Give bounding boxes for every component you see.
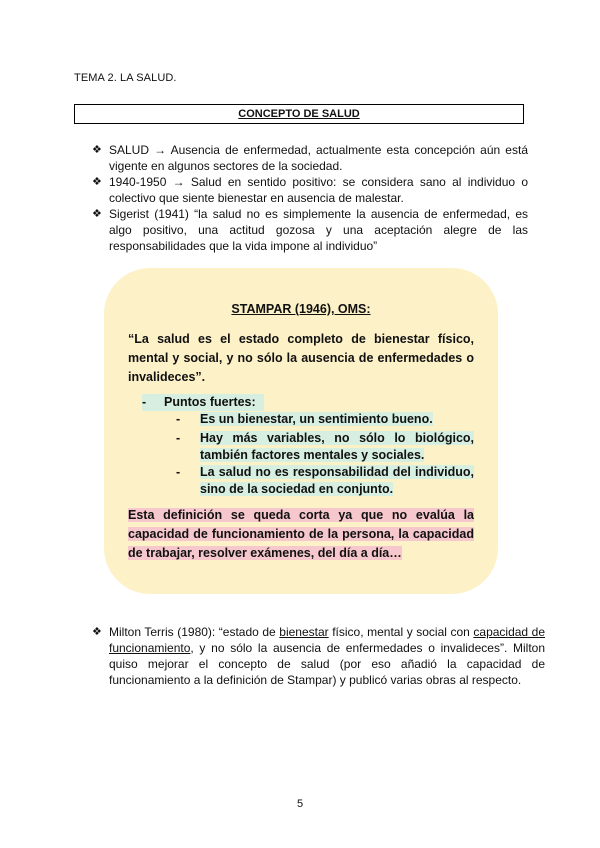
- list-item: [92, 206, 528, 254]
- underlined-term: capacidad de funcionamiento: [109, 625, 546, 655]
- diamond-bullet-icon: ❖: [92, 144, 102, 156]
- bullet-text: Sigerist (1941) “la salud no es simplemente la ausencia de enfermedad, es algo positivo, una actitud gozosa y una aceptación alegre de las responsabilidades que la vida impone al individuo”: [109, 207, 528, 253]
- milton-text: Milton Terris (1980): “estado de bienestar físico, mental y social con capacidad de funcionamiento, y no sólo la ausencia de enfermedades o invalideces”. Milton quiso mejorar el concepto de salud (por eso añadió la capacidad de funcionamiento a la definición de Stampar) y publicó varias obras al respecto.: [109, 625, 546, 687]
- criticism-text: [128, 506, 474, 563]
- bullet-text: SALUD → Ausencia de enfermedad, actualmente esta concepción aún está vigente en algunos sectores de la sociedad.: [109, 143, 528, 173]
- dash-bullet: -: [176, 431, 181, 445]
- section-title: CONCEPTO DE SALUD: [238, 108, 360, 120]
- strengths-label: Puntos fuertes:: [164, 395, 256, 409]
- page-number: 5: [296, 798, 304, 810]
- diamond-bullet-icon: ❖: [92, 626, 102, 638]
- box-title: STAMPAR (1946), OMS:: [231, 302, 371, 316]
- dash-bullet: -: [176, 412, 181, 426]
- who-definition-quote: “La salud es el estado completo de bienestar físico, mental y social, y no sólo la ausencia de enfermedades o invalideces”.: [128, 332, 474, 384]
- list-item: [176, 430, 474, 464]
- list-item: [92, 174, 528, 206]
- list-item: [92, 142, 528, 174]
- strength-text: La salud no es responsabilidad del individuo, sino de la sociedad en conjunto.: [200, 465, 474, 496]
- bullet-list: [92, 142, 528, 254]
- stampar-definition-box: [104, 268, 498, 594]
- list-item: [176, 464, 474, 498]
- list-item: [92, 624, 545, 688]
- strengths-heading: [142, 394, 264, 411]
- bullet-text: 1940-1950 → Salud en sentido positivo: se considera sano al individuo o colectivo que siente bienestar en ausencia de malestar.: [109, 175, 528, 205]
- dash-bullet: -: [176, 465, 181, 479]
- underlined-term: bienestar: [279, 625, 329, 639]
- list-item: [176, 411, 474, 428]
- strength-text: Es un bienestar, un sentimiento bueno.: [200, 412, 433, 426]
- strength-text: Hay más variables, no sólo lo biológico, también factores mentales y sociales.: [200, 431, 474, 462]
- diamond-bullet-icon: ❖: [92, 176, 102, 188]
- document-topic: TEMA 2. LA SALUD.: [74, 72, 177, 84]
- diamond-bullet-icon: ❖: [92, 208, 102, 220]
- dash-bullet: -: [142, 395, 147, 409]
- section-title-box: [74, 104, 524, 124]
- criticism-highlight: Esta definición se queda corta ya que no evalúa la capacidad de funcionamiento de la persona, la capacidad de trabajar, resolver exámenes, del día a día…: [128, 508, 474, 560]
